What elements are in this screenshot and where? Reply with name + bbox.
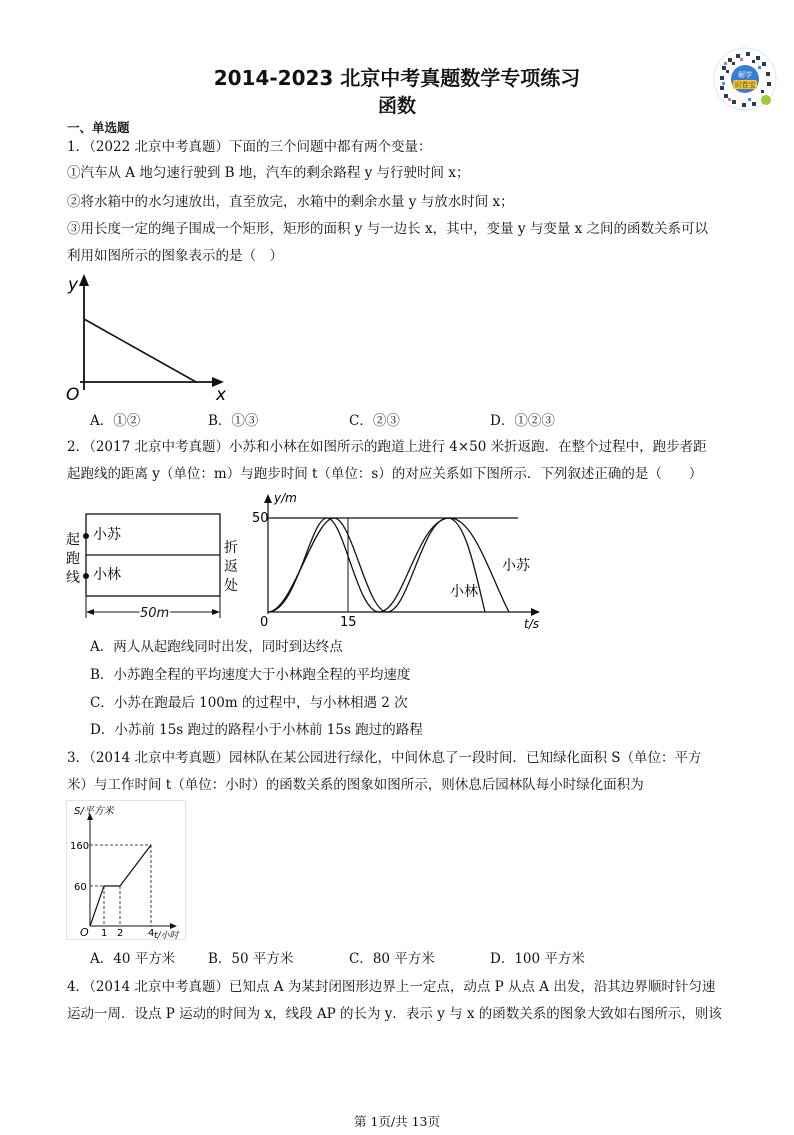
q2-x-tick: 15 <box>340 615 357 630</box>
q3-x-tick-1: 1 <box>101 928 108 939</box>
q2-runner2-dot <box>83 573 89 579</box>
q1-item-3: ③用长度一定的绳子围成一个矩形，矩形的面积 y 与一边长 x，其中，变量 y 与变量 x 之间的函数关系可以 <box>67 221 709 237</box>
q2-y-label: y/m <box>274 491 297 505</box>
q2-series-xiaolin: 小林 <box>450 584 478 600</box>
q2-turn-label-2: 返 <box>224 559 238 575</box>
q2-option-b[interactable]: B．小苏跑全程的平均速度大于小林跑全程的平均速度 <box>90 667 411 683</box>
q2-x-label: t/s <box>524 617 539 630</box>
q2-distance-chart <box>252 490 548 630</box>
q2-option-a[interactable]: A．两人从起跑线同时出发，同时到达终点 <box>90 639 343 655</box>
q3-x-tick-4: 4 <box>148 928 155 939</box>
q1-item-1: ①汽车从 A 地匀速行驶到 B 地，汽车的剩余路程 y 与行驶时间 x； <box>67 165 470 181</box>
q3-origin: O <box>80 926 89 939</box>
q2-start-label-2: 跑 <box>66 551 80 567</box>
qr-badge-bottom: 识卷宝 <box>734 81 756 89</box>
q3-stem-line-2: 米）与工作时间 t（单位：小时）的函数关系的图象如图所示，则休息后园林队每小时绿化面积为 <box>67 777 644 793</box>
q1-x-label: x <box>216 385 227 404</box>
q2-turn-label-1: 折 <box>224 540 238 556</box>
page-footer: 第 1页/共 13页 <box>353 1114 441 1129</box>
q3-y-label: S/平方米 <box>74 806 114 817</box>
q2-series-xiaosu: 小苏 <box>502 558 530 574</box>
q2-origin: 0 <box>260 615 269 630</box>
q2-runner1-label: 小苏 <box>93 527 121 543</box>
q1-origin: O <box>66 385 80 404</box>
q2-stem-line-2: 起跑线的距离 y（单位：m）与跑步时间 t（单位：s）的对应关系如下图所示．下列叙述正确的是（ ） <box>67 466 703 482</box>
page-subtitle: 函数 <box>377 95 416 117</box>
q1-option-c[interactable]: C．②③ <box>349 413 400 429</box>
qr-badge-top: 解学 <box>738 71 752 79</box>
q2-stem-line-1: 2．（2017 北京中考真题）小苏和小林在如图所示的跑道上进行 4×50 米折返跑．在整个过程中，跑步者距 <box>67 439 707 455</box>
q1-option-b[interactable]: B．①③ <box>208 413 259 429</box>
q2-option-c[interactable]: C．小苏在跑最后 100m 的过程中，与小林相遇 2 次 <box>90 695 408 711</box>
q1-y-label: y <box>68 275 79 295</box>
q4-stem-line-2: 运动一周．设点 P 运动的时间为 x，线段 AP 的长为 y．表示 y 与 x 的函数关系的图象大致如右图所示，则该 <box>67 1006 722 1022</box>
page-title: 2014-2023 北京中考真题数学专项练习 <box>213 66 581 90</box>
q1-item-4: 利用如图所示的图象表示的是（ ） <box>67 248 283 264</box>
q2-start-label-1: 起 <box>66 532 80 548</box>
q3-stem-line-1: 3．（2014 北京中考真题）园林队在某公园进行绿化，中间休息了一段时间．已知绿化面积 S（单位：平方 <box>67 750 702 766</box>
q1-stem: 1．（2022 北京中考真题）下面的三个问题中都有两个变量： <box>67 139 432 155</box>
q2-runner2-label: 小林 <box>93 567 121 583</box>
q2-length-label: 50m <box>140 606 170 621</box>
q3-option-a[interactable]: A．40 平方米 <box>90 951 176 967</box>
qr-code-logo <box>712 46 778 112</box>
q3-x-tick-2: 2 <box>117 928 124 939</box>
q3-option-c[interactable]: C．80 平方米 <box>349 951 435 967</box>
q2-option-d[interactable]: D．小苏前 15s 跑过的路程小于小林前 15s 跑过的路程 <box>90 722 423 738</box>
q1-line <box>84 319 196 382</box>
q2-turn-label-3: 处 <box>224 578 238 594</box>
q4-stem-line-1: 4．（2014 北京中考真题）已知点 A 为某封闭图形边界上一定点，动点 P 从点 A 出发，沿其边界顺时针匀速 <box>67 979 716 995</box>
q1-graph <box>62 272 242 404</box>
q2-start-label-3: 线 <box>66 570 80 586</box>
q2-y-tick: 50 <box>252 511 269 526</box>
q1-y-arrow <box>79 274 89 286</box>
q1-option-a[interactable]: A．①② <box>90 413 141 429</box>
q3-area-chart <box>66 800 188 942</box>
q3-x-label: t/小时 <box>154 931 179 941</box>
q2-runner1-dot <box>83 533 89 539</box>
q3-option-b[interactable]: B．50 平方米 <box>208 951 294 967</box>
q1-option-d[interactable]: D．①②③ <box>490 413 555 429</box>
q1-item-2: ②将水箱中的水匀速放出，直至放完，水箱中的剩余水量 y 与放水时间 x； <box>67 194 514 210</box>
q2-track-diagram <box>62 506 252 628</box>
q3-y-tick-160: 160 <box>70 841 90 852</box>
section-heading: 一、单选题 <box>67 120 130 135</box>
q3-option-d[interactable]: D．100 平方米 <box>490 951 585 967</box>
q3-y-tick-60: 60 <box>74 882 87 893</box>
